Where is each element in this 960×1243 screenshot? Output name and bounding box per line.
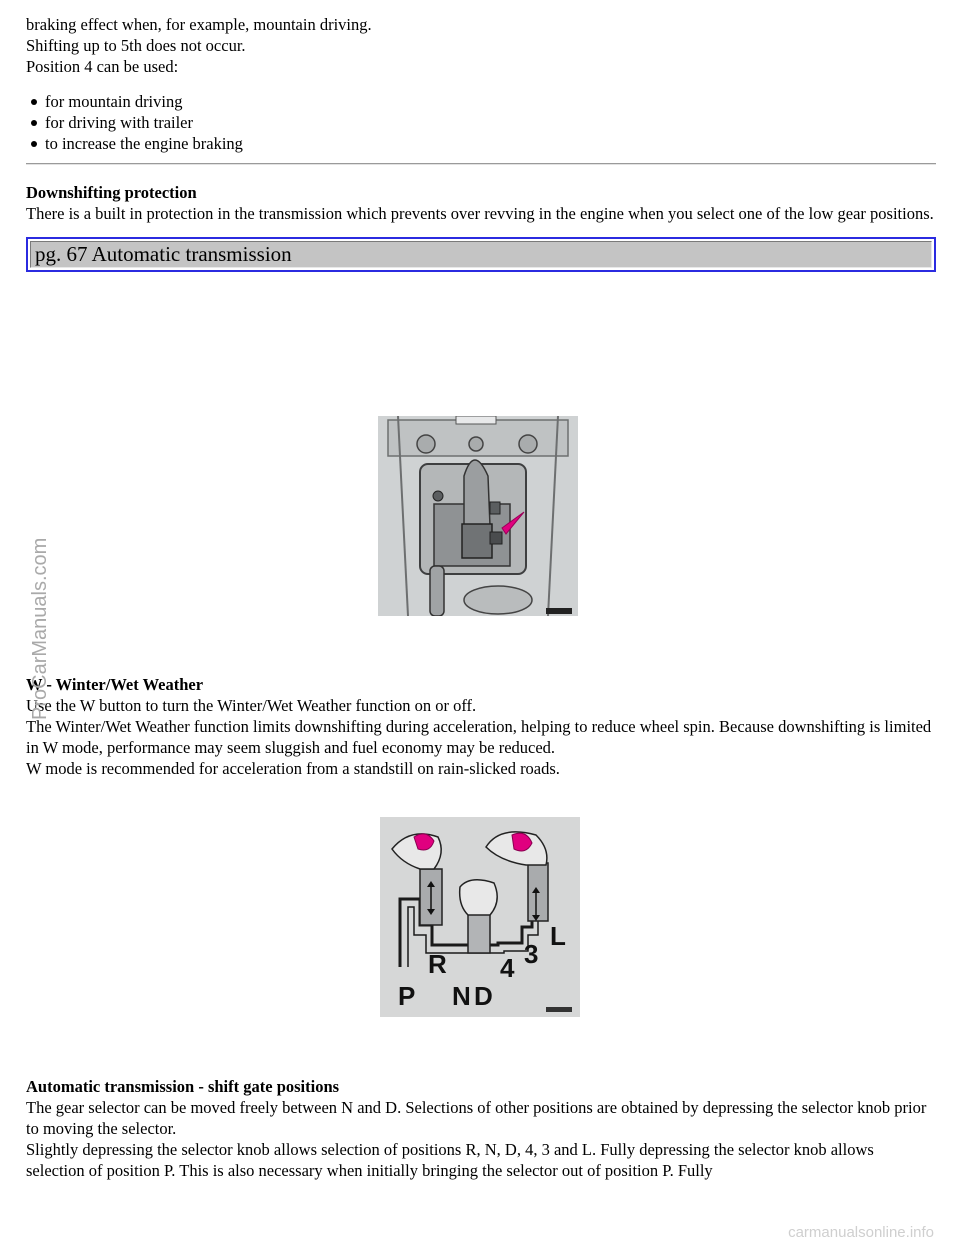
intro-line: Position 4 can be used:	[26, 57, 179, 76]
list-item: for driving with trailer	[45, 112, 936, 133]
manual-page-content	[26, 0, 936, 272]
gear-label-d: D	[474, 981, 493, 1011]
page-header-title: pg. 67 Automatic transmission	[30, 241, 932, 268]
gear-label-r: R	[428, 949, 447, 979]
section-divider	[26, 163, 936, 165]
list-item: to increase the engine braking	[45, 133, 936, 154]
downshift-body: There is a built in protection in the transmission which prevents over revving in the engine when you select one of the low gear positions.	[26, 204, 934, 223]
intro-section	[26, 0, 936, 154]
console-illustration	[378, 416, 578, 616]
downshift-heading: Downshifting protection	[26, 183, 197, 202]
gear-label-4: 4	[500, 953, 515, 983]
winter-line: W mode is recommended for acceleration from a standstill on rain-slicked roads.	[26, 759, 560, 778]
shift-gate-drawing	[380, 817, 580, 1017]
shift-gate-section	[26, 1076, 936, 1181]
shift-gate-line: Slightly depressing the selector knob allows selection of positions R, N, D, 4, 3 and L. Fully depressing the selector knob allows selection of position P. This is also necessary when initially bringing the selector out of position P. Fully	[26, 1140, 874, 1180]
downshift-section	[26, 182, 936, 224]
winter-line: The Winter/Wet Weather function limits downshifting during acceleration, helping to reduce wheel spin. Because downshifting is limited in W mode, performance may seem sluggish and fuel economy may be reduced.	[26, 717, 932, 757]
console-drawing	[378, 416, 578, 616]
intro-line: Shifting up to 5th does not occur.	[26, 36, 246, 55]
footer-watermark: carmanualsonline.info	[788, 1224, 934, 1241]
intro-line: braking effect when, for example, mountain driving.	[26, 15, 372, 34]
list-item: for mountain driving	[45, 91, 936, 112]
gear-label-3: 3	[524, 939, 539, 969]
winter-line: Use the W button to turn the Winter/Wet Weather function on or off.	[26, 696, 477, 715]
shift-gate-heading: Automatic transmission - shift gate positions	[26, 1077, 340, 1096]
shift-gate-illustration	[380, 817, 580, 1017]
winter-heading: W - Winter/Wet Weather	[26, 675, 204, 694]
side-watermark: ProCarManuals.com	[29, 537, 51, 720]
position4-uses-list	[26, 91, 936, 154]
shift-gate-line: The gear selector can be moved freely between N and D. Selections of other positions are obtained by depressing the selector knob prior to moving the selector.	[26, 1098, 927, 1138]
winter-section	[26, 674, 936, 779]
gear-label-n: N	[452, 981, 471, 1011]
gear-label-p: P	[398, 981, 416, 1011]
gear-label-l: L	[550, 921, 566, 951]
page-header-box	[26, 237, 936, 272]
